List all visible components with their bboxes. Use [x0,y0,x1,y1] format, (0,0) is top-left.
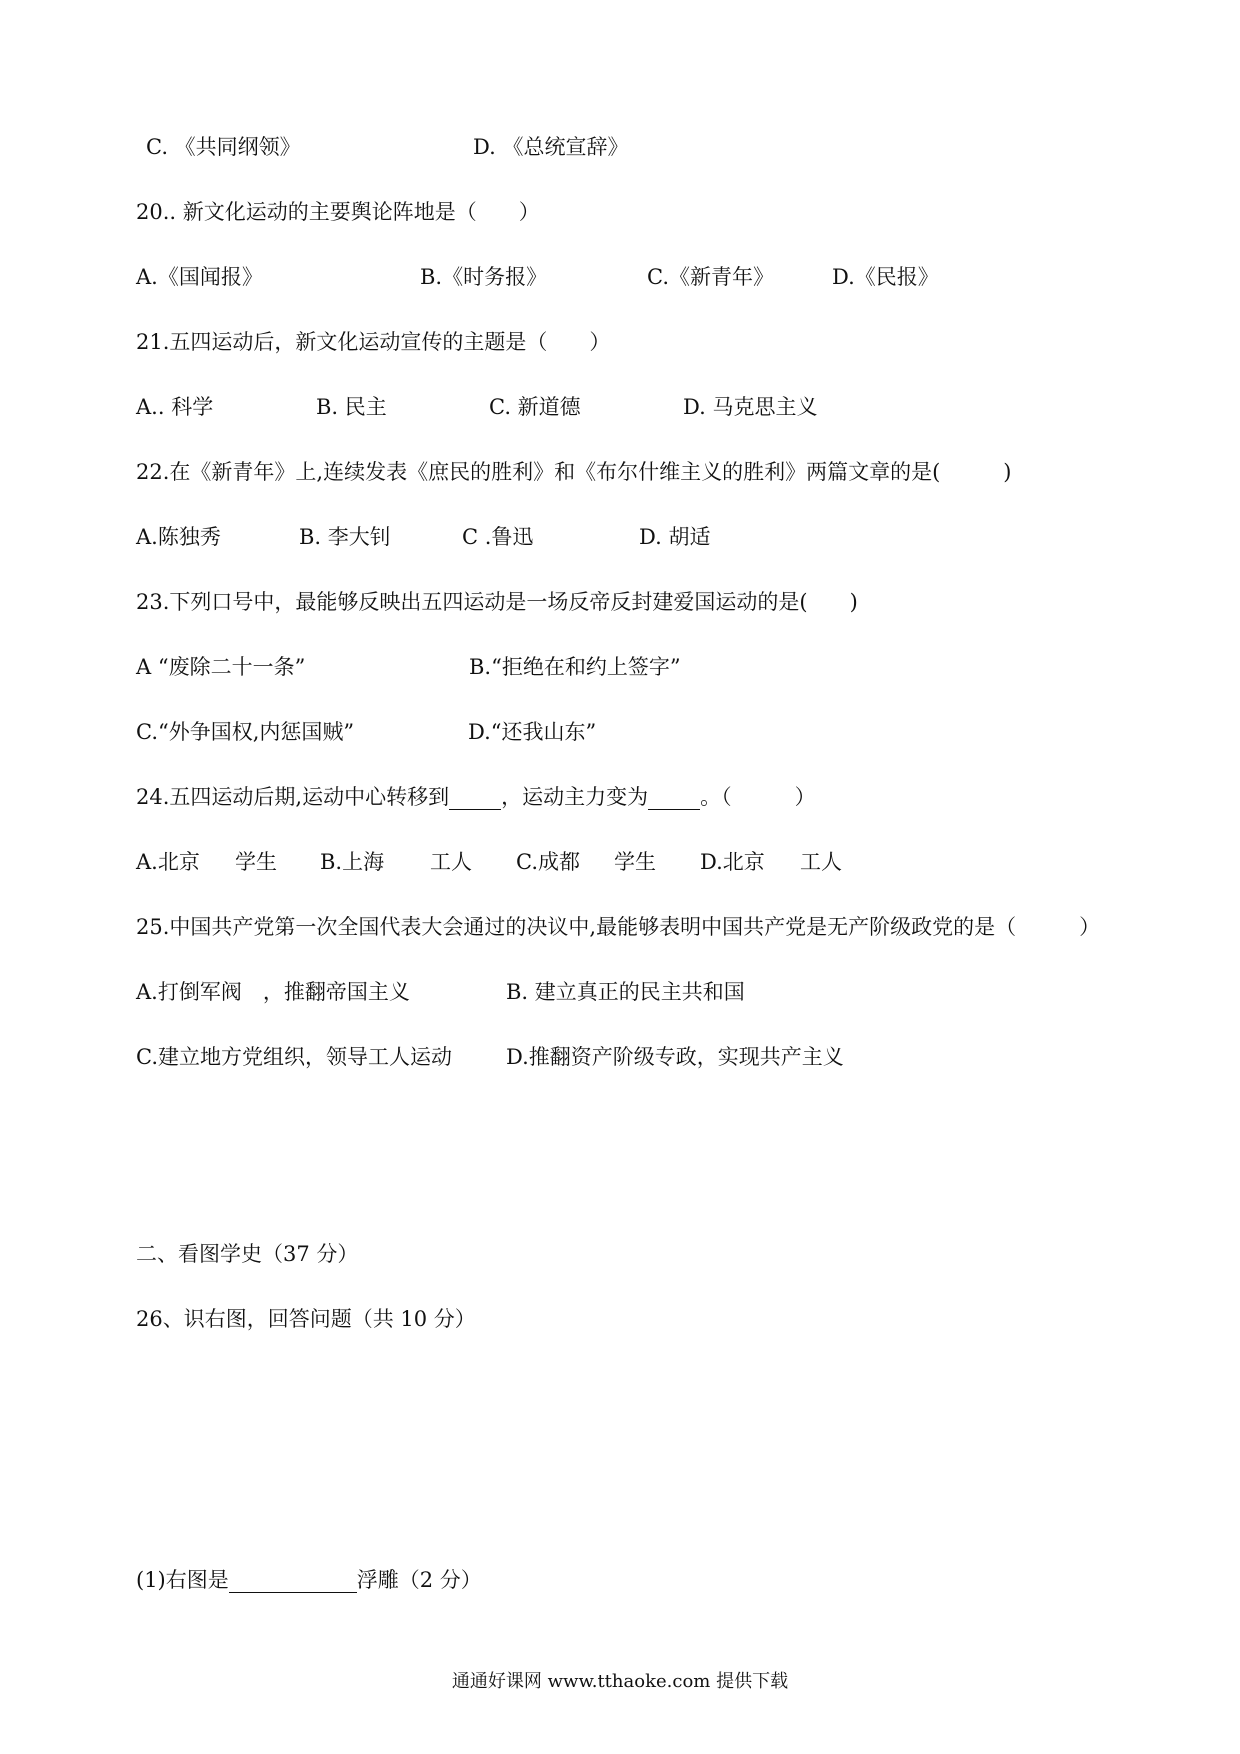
q24-option-c-group: 学生 [614,850,656,874]
q21-option-c: C. 新道德 [489,395,581,419]
q24-option-b-place: B.上海 [320,850,385,874]
q22-option-d: D. 胡适 [639,525,711,549]
q19-option-c: C. 《共同纲领》 [146,135,301,159]
q24-option-c-place: C.成都 [516,850,580,874]
q26-sub1-suffix: 浮雕（2 分） [356,1568,482,1592]
q24-stem-part1: 24.五四运动后期,运动中心转移到 [136,785,450,809]
q24-stem-part2: ，运动主力变为 [501,785,649,809]
q22-option-a: A.陈独秀 [136,525,221,549]
q24-blank-2 [648,789,700,810]
q23-option-d: D.“还我山东” [468,720,597,744]
q22-option-b: B. 李大钊 [299,525,391,549]
q20-option-b: B.《时务报》 [420,265,548,289]
q24-option-a-place: A.北京 [136,850,200,874]
q25-option-c: C.建立地方党组织，领导工人运动 [136,1045,452,1069]
q24-option-d-place: D.北京 [700,850,765,874]
q24-option-d-group: 工人 [800,850,842,874]
q25-option-a: A.打倒军阀 ，推翻帝国主义 [136,980,410,1004]
q22-stem: 22.在《新青年》上,连续发表《庶民的胜利》和《布尔什维主义的胜利》两篇文章的是( ) [136,460,1012,484]
q21-option-d: D. 马克思主义 [683,395,818,419]
q20-option-d: D.《民报》 [832,265,939,289]
q23-stem: 23.下列口号中，最能够反映出五四运动是一场反帝反封建爱国运动的是( ) [136,590,858,614]
q20-stem: 20.. 新文化运动的主要舆论阵地是（ ） [136,200,540,224]
q19-option-d: D. 《总统宣辞》 [473,135,629,159]
q21-option-b: B. 民主 [316,395,387,419]
q26-sub1-blank [229,1572,357,1593]
q25-option-d: D.推翻资产阶级专政，实现共产主义 [506,1045,844,1069]
q25-option-b: B. 建立真正的民主共和国 [506,980,745,1004]
page-footer: 通通好课网 www.tthaoke.com 提供下载 [451,1671,789,1692]
q24-blank-1 [449,789,501,810]
q24-stem [136,784,816,810]
q24-stem-part3: 。（ ） [700,785,816,809]
q21-stem: 21.五四运动后，新文化运动宣传的主题是（ ） [136,330,611,354]
q20-option-c: C.《新青年》 [647,265,774,289]
q23-option-a: A “废除二十一条” [136,655,306,679]
q21-option-a: A.. 科学 [136,395,214,419]
q22-option-c: C .鲁迅 [462,525,534,549]
q24-option-b-group: 工人 [430,850,472,874]
q23-option-b: B.“拒绝在和约上签字” [469,655,681,679]
q26-stem: 26、识右图，回答问题（共 10 分） [136,1307,476,1331]
q25-stem: 25.中国共产党第一次全国代表大会通过的决议中,最能够表明中国共产党是无产阶级政党的是（ ） [136,915,1101,939]
q24-option-a-group: 学生 [235,850,277,874]
q26-sub1 [136,1567,482,1593]
section2-title: 二、看图学史（37 分） [136,1242,359,1266]
q26-sub1-prefix: (1)右图是 [136,1568,229,1592]
q20-option-a: A.《国闻报》 [136,265,263,289]
q23-option-c: C.“外争国权,内惩国贼” [136,720,355,744]
